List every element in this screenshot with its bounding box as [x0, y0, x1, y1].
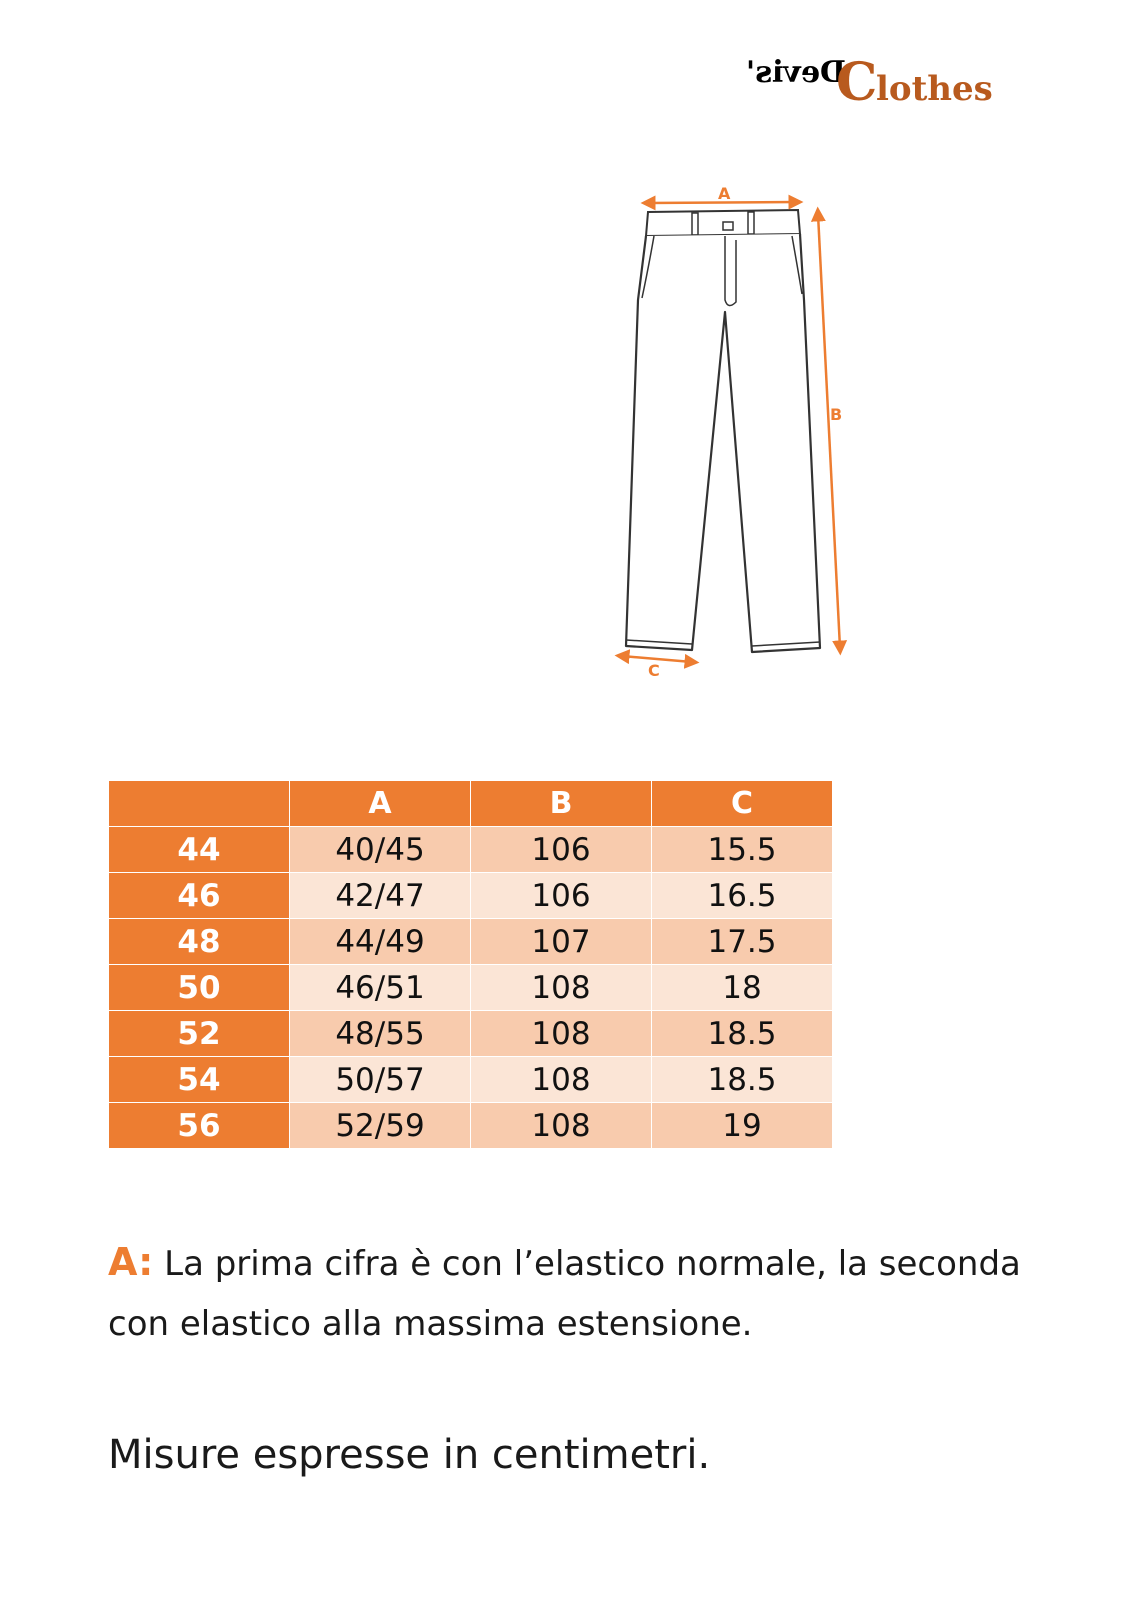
pants-measurement-diagram: [470, 170, 1010, 710]
c-value: 17.5: [652, 919, 833, 965]
pants-illustration: [470, 170, 1010, 710]
brand-logo-graphic: [728, 52, 1058, 112]
b-value: 107: [471, 919, 652, 965]
table-row: [109, 873, 833, 919]
header-c: C: [652, 781, 833, 827]
brand-logo: [728, 52, 1058, 112]
header-b: B: [471, 781, 652, 827]
table-row: [109, 1057, 833, 1103]
size-value: 52: [109, 1011, 290, 1057]
size-value: 48: [109, 919, 290, 965]
header-size: [109, 781, 290, 827]
a-value: 48/55: [290, 1011, 471, 1057]
size-value: 54: [109, 1057, 290, 1103]
logo-mirrored-text: Devis': [745, 55, 846, 90]
header-a: A: [290, 781, 471, 827]
c-value: 19: [652, 1103, 833, 1149]
note-a-letter: A:: [108, 1240, 154, 1284]
table-row: [109, 1011, 833, 1057]
size-value: 44: [109, 827, 290, 873]
b-value: 106: [471, 827, 652, 873]
measure-label-c: C: [648, 661, 660, 680]
measure-label-b: B: [830, 405, 843, 424]
size-value: 56: [109, 1103, 290, 1149]
b-value: 108: [471, 965, 652, 1011]
pants-outline: [626, 234, 820, 652]
table-row: [109, 827, 833, 873]
a-value: 40/45: [290, 827, 471, 873]
c-value: 16.5: [652, 873, 833, 919]
note-a-text: La prima cifra è con l’elastico normale, la seconda con elastico alla massima estensione.: [108, 1244, 1021, 1344]
table-header-row: [109, 781, 833, 827]
size-value: 50: [109, 965, 290, 1011]
a-value: 50/57: [290, 1057, 471, 1103]
logo-initial-c: C: [836, 52, 878, 112]
a-value: 42/47: [290, 873, 471, 919]
b-value: 108: [471, 1011, 652, 1057]
size-chart-table: [108, 780, 833, 1149]
c-value: 18.5: [652, 1011, 833, 1057]
note-measure-a: [108, 1232, 1038, 1354]
b-value: 108: [471, 1057, 652, 1103]
a-value: 52/59: [290, 1103, 471, 1149]
b-value: 108: [471, 1103, 652, 1149]
c-value: 18.5: [652, 1057, 833, 1103]
logo-main-text: lothes: [876, 69, 993, 109]
table-row: [109, 1103, 833, 1149]
measure-label-a: A: [718, 184, 731, 203]
c-value: 18: [652, 965, 833, 1011]
note-units: Misure espresse in centimetri.: [108, 1432, 711, 1478]
table-row: [109, 919, 833, 965]
measure-arrow-b: [818, 214, 843, 648]
a-value: 44/49: [290, 919, 471, 965]
a-value: 46/51: [290, 965, 471, 1011]
c-value: 15.5: [652, 827, 833, 873]
table-row: [109, 965, 833, 1011]
b-value: 106: [471, 873, 652, 919]
size-value: 46: [109, 873, 290, 919]
